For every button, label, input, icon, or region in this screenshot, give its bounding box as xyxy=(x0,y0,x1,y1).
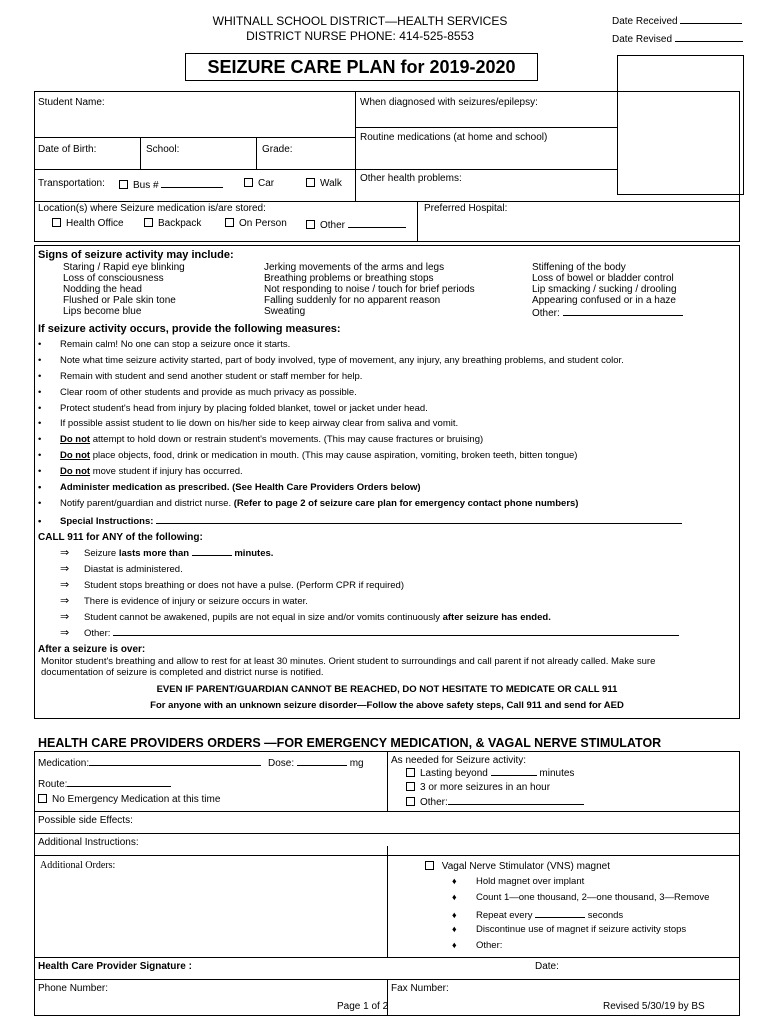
nurse-phone-header: DISTRICT NURSE PHONE: 414-525-8553 xyxy=(246,29,474,43)
measure-item: • Administer medication as prescribed. (See Health Care Providers Orders below) xyxy=(38,482,421,493)
dose-field[interactable]: Dose: mg xyxy=(268,758,364,769)
call911-other-field[interactable]: ⇒ Other: xyxy=(60,626,679,639)
signature-date-field[interactable]: Date: xyxy=(535,961,559,972)
vns-option[interactable]: Vagal Nerve Stimulator (VNS) magnet xyxy=(425,861,610,872)
measure-item: • Remain calm! No one can stop a seizure once it starts. xyxy=(38,339,291,350)
page-number: Page 1 of 2 xyxy=(337,1001,389,1012)
sign-item: Nodding the head xyxy=(63,284,142,295)
medication-location-label: Location(s) where Seizure medication is/are stored: xyxy=(38,203,266,214)
vns-step: ♦ Hold magnet over implant xyxy=(452,876,585,887)
other-location-checkbox[interactable] xyxy=(306,220,315,229)
call911-item: ⇒ There is evidence of injury or seizure occurs in water. xyxy=(60,595,308,607)
sign-item: Sweating xyxy=(264,306,306,317)
measures-heading: If seizure activity occurs, provide the following measures: xyxy=(38,323,341,335)
additional-orders-field[interactable]: Additional Orders: xyxy=(40,860,116,871)
after-seizure-text-2: documentation of seizure is completed and district nurse is notified. xyxy=(41,667,324,678)
measure-item: • Protect student's head from injury by placing folded blanket, towel or jacket under head. xyxy=(38,403,428,414)
sign-item: Jerking movements of the arms and legs xyxy=(264,262,445,273)
vns-step: ♦ Count 1—one thousand, 2—one thousand, 3—Remove xyxy=(452,892,710,903)
other-location-option[interactable]: Other xyxy=(306,218,406,231)
other-health-problems-field[interactable]: Other health problems: xyxy=(360,173,462,184)
sign-item: Lips become blue xyxy=(63,306,142,317)
car-option[interactable]: Car xyxy=(244,178,274,189)
sign-item: Stiffening of the body xyxy=(532,262,626,273)
district-header: WHITNALL SCHOOL DISTRICT—HEALTH SERVICES xyxy=(212,14,508,28)
transportation-row xyxy=(38,178,105,189)
page-title: SEIZURE CARE PLAN for 2019-2020 xyxy=(185,53,538,81)
call911-heading: CALL 911 for ANY of the following: xyxy=(38,532,203,543)
date-received-label: Date Received xyxy=(612,16,678,27)
transportation-label: Transportation: xyxy=(38,178,105,189)
date-revised-label: Date Revised xyxy=(612,34,673,45)
routine-medications-field[interactable]: Routine medications (at home and school) xyxy=(360,132,548,143)
signs-heading: Signs of seizure activity may include: xyxy=(38,249,234,261)
on-person-option[interactable]: On Person xyxy=(225,218,287,229)
call911-item: ⇒ Student stops breathing or does not have a pulse. (Perform CPR if required) xyxy=(60,579,405,591)
minutes-blank[interactable] xyxy=(192,546,232,556)
bus-checkbox[interactable] xyxy=(119,180,128,189)
measure-item: • Do not place objects, food, drink or medication in mouth. (This may cause aspiration, vomiting, broken teeth, bitten tongue) xyxy=(38,450,578,461)
signs-column-1 xyxy=(63,262,185,317)
call911-item: ⇒ Diastat is administered. xyxy=(60,563,183,575)
measure-item: • Notify parent/guardian and district nurse. (Refer to page 2 of seizure care plan for emergency contact phone numbers) xyxy=(38,498,579,509)
vns-repeat-field[interactable]: ♦ Repeat every seconds xyxy=(452,910,624,921)
measure-item: • Do not move student if injury has occurred. xyxy=(38,466,243,477)
sign-item: Staring / Rapid eye blinking xyxy=(63,262,185,273)
three-more-seizures-checkbox[interactable] xyxy=(406,782,415,791)
as-needed-other-option[interactable]: Other: xyxy=(406,795,584,808)
provider-signature-field[interactable]: Health Care Provider Signature : xyxy=(38,961,192,972)
car-checkbox[interactable] xyxy=(244,178,253,187)
date-revised-field[interactable] xyxy=(612,32,743,45)
diagnosed-field[interactable]: When diagnosed with seizures/epilepsy: xyxy=(360,97,538,108)
sign-item: Falling suddenly for no apparent reason xyxy=(264,295,441,306)
health-office-option[interactable]: Health Office xyxy=(52,218,124,229)
route-field[interactable]: Route: xyxy=(38,777,171,790)
bus-option[interactable]: Bus # xyxy=(119,178,223,191)
after-seizure-heading: After a seizure is over: xyxy=(38,644,146,655)
student-name-field[interactable]: Student Name: xyxy=(38,97,105,108)
orders-heading: HEALTH CARE PROVIDERS ORDERS —FOR EMERGENCY MEDICATION, & VAGAL NERVE STIMULATOR xyxy=(38,736,662,750)
sign-item: Breathing problems or breathing stops xyxy=(264,273,434,284)
after-seizure-text-1: Monitor student's breathing and allow to rest for at least 30 minutes. Orient student to surroundings and call parent if not already called. Make sure xyxy=(41,656,656,667)
backpack-checkbox[interactable] xyxy=(144,218,153,227)
call911-item: ⇒ Student cannot be awakened, pupils are not equal in size and/or vomits continuously after seizure has ended. xyxy=(60,611,551,623)
sign-item: Loss of consciousness xyxy=(63,273,164,284)
three-more-seizures-option[interactable]: 3 or more seizures in an hour xyxy=(406,782,550,793)
sign-item: Flushed or Pale skin tone xyxy=(63,295,176,306)
vns-other-field[interactable]: ♦ Other: xyxy=(452,940,503,951)
fax-number-field[interactable]: Fax Number: xyxy=(391,983,449,994)
on-person-checkbox[interactable] xyxy=(225,218,234,227)
date-of-birth-field[interactable]: Date of Birth: xyxy=(38,144,97,155)
walk-checkbox[interactable] xyxy=(306,178,315,187)
sign-item: Lip smacking / sucking / drooling xyxy=(532,284,677,295)
sign-item: Appearing confused or in a haze xyxy=(532,295,676,306)
grade-field[interactable]: Grade: xyxy=(262,144,293,155)
phone-number-field[interactable]: Phone Number: xyxy=(38,983,109,994)
sign-item: Not responding to noise / touch for brief periods xyxy=(264,284,475,295)
lasting-beyond-option[interactable]: Lasting beyond minutes xyxy=(406,766,574,779)
revision-note: Revised 5/30/19 by BS xyxy=(603,1001,705,1012)
no-emergency-medication-option[interactable]: No Emergency Medication at this time xyxy=(38,794,220,805)
lasting-beyond-checkbox[interactable] xyxy=(406,768,415,777)
sign-item: Loss of bowel or bladder control xyxy=(532,273,674,284)
special-instructions-field[interactable]: • Special Instructions: xyxy=(38,514,682,527)
measure-item: • Remain with student and send another student or staff member for help. xyxy=(38,371,363,382)
measure-item: • Clear room of other students and provide as much privacy as possible. xyxy=(38,387,357,398)
no-emergency-medication-checkbox[interactable] xyxy=(38,794,47,803)
aed-warning: For anyone with an unknown seizure disorder—Follow the above safety steps, Call 911 and send for AED xyxy=(150,700,624,711)
signs-column-2 xyxy=(264,262,475,317)
measure-item: • Do not attempt to hold down or restrain student's movements. (This may cause fractures or bruising) xyxy=(38,434,484,445)
as-needed-label: As needed for Seizure activity: xyxy=(391,755,527,766)
vns-checkbox[interactable] xyxy=(425,861,434,870)
date-received-field[interactable] xyxy=(612,14,742,27)
sign-other-field[interactable]: Other: xyxy=(532,306,683,319)
measure-item: • If possible assist student to lie down on his/her side to keep airway clear from saliva and vomit. xyxy=(38,418,459,429)
signs-column-3 xyxy=(532,262,683,319)
backpack-option[interactable]: Backpack xyxy=(144,218,201,229)
walk-option[interactable]: Walk xyxy=(306,178,342,189)
vns-step: ♦ Discontinue use of magnet if seizure activity stops xyxy=(452,924,687,935)
medicate-warning: EVEN IF PARENT/GUARDIAN CANNOT BE REACHED, DO NOT HESITATE TO MEDICATE OR CALL 911 xyxy=(156,684,618,695)
measure-item: • Note what time seizure activity started, part of body involved, type of movement, any injury, any breathing problems, and student color. xyxy=(38,355,624,366)
medication-field[interactable]: Medication: xyxy=(38,756,261,769)
side-effects-field[interactable]: Possible side Effects: xyxy=(38,815,133,826)
call911-item: ⇒ Seizure lasts more than minutes. xyxy=(60,547,274,559)
health-office-checkbox[interactable] xyxy=(52,218,61,227)
as-needed-other-checkbox[interactable] xyxy=(406,797,415,806)
additional-instructions-field[interactable]: Additional Instructions: xyxy=(38,837,139,848)
school-field[interactable]: School: xyxy=(146,144,180,155)
preferred-hospital-field[interactable]: Preferred Hospital: xyxy=(424,203,508,214)
